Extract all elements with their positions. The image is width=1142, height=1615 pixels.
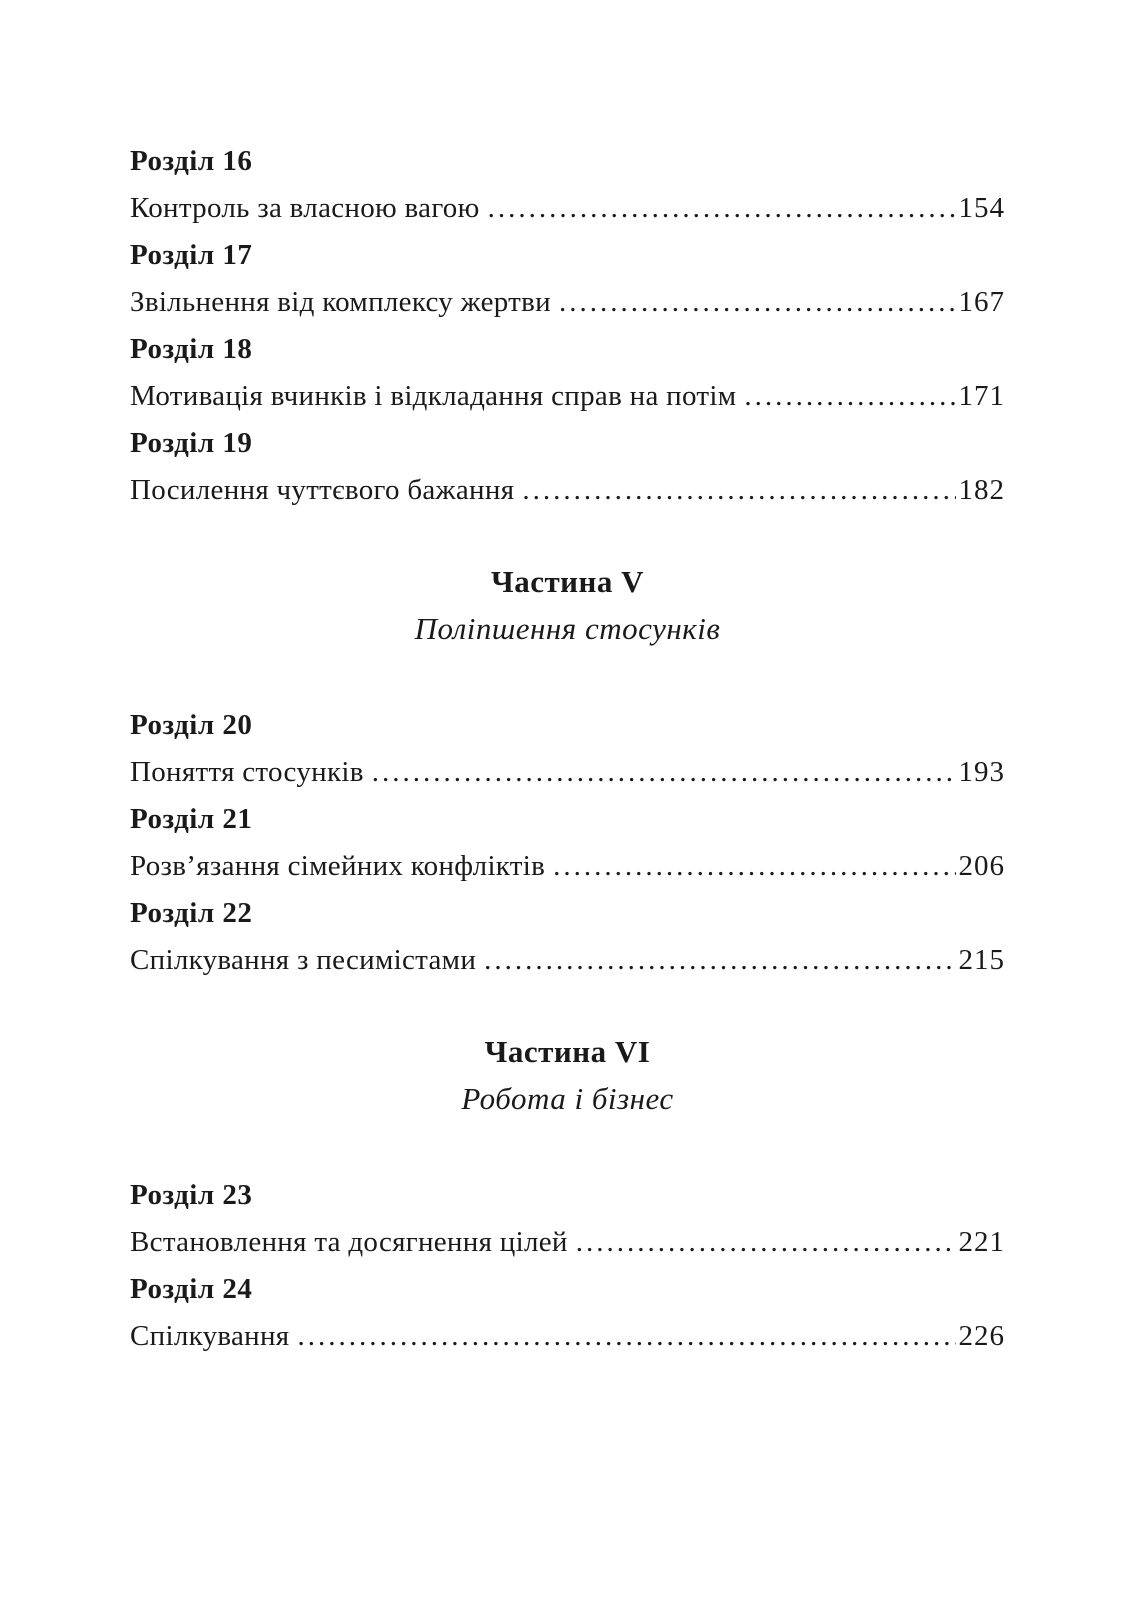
part-heading <box>130 558 1005 652</box>
chapter-label: Розділ 19 <box>130 427 253 459</box>
chapter-label: Розділ 24 <box>130 1273 253 1305</box>
dot-leader <box>553 843 955 890</box>
dot-leader <box>744 373 955 420</box>
toc-entry <box>130 326 1005 420</box>
toc-entry <box>130 796 1005 890</box>
part-subtitle: Робота і бізнес <box>461 1081 674 1116</box>
dot-leader <box>522 467 955 514</box>
part-title: Частина V <box>490 564 645 599</box>
chapter-line <box>130 1219 1005 1266</box>
dot-leader <box>372 749 956 796</box>
chapter-title: Контроль за власною вагою <box>130 192 480 224</box>
chapter-line <box>130 749 1005 796</box>
chapter-line <box>130 467 1005 514</box>
chapter-label: Розділ 22 <box>130 897 253 929</box>
chapter-label: Розділ 23 <box>130 1179 253 1211</box>
page-number: 193 <box>958 756 1005 788</box>
part-title: Частина VI <box>484 1034 651 1069</box>
chapter-title: Посилення чуттєвого бажання <box>130 474 515 506</box>
dot-leader <box>576 1219 956 1266</box>
toc-entry <box>130 702 1005 796</box>
chapter-title: Спілкування з песимістами <box>130 944 477 976</box>
chapter-line <box>130 279 1005 326</box>
chapter-line <box>130 937 1005 984</box>
chapter-title: Встановлення та досягнення цілей <box>130 1226 568 1258</box>
page-number: 167 <box>958 286 1005 318</box>
toc-entry <box>130 232 1005 326</box>
page-number: 182 <box>958 474 1005 506</box>
dot-leader <box>484 937 955 984</box>
chapter-title: Спілкування <box>130 1320 290 1352</box>
chapter-title: Мотивація вчинків і відкладання справ на потім <box>130 380 737 412</box>
toc-entry <box>130 1266 1005 1360</box>
dot-leader <box>559 279 956 326</box>
chapter-label: Розділ 20 <box>130 709 253 741</box>
part-heading <box>130 1028 1005 1122</box>
chapter-line <box>130 185 1005 232</box>
chapter-line <box>130 843 1005 890</box>
toc-entry <box>130 890 1005 984</box>
chapter-title: Поняття стосунків <box>130 756 364 788</box>
dot-leader <box>488 185 956 232</box>
chapter-label: Розділ 21 <box>130 803 253 835</box>
toc-entry <box>130 420 1005 514</box>
chapter-title: Розв’язання сімейних конфліктів <box>130 850 546 882</box>
page-number: 221 <box>958 1226 1005 1258</box>
chapter-title: Звільнення від комплексу жертви <box>130 286 551 318</box>
page-number: 154 <box>958 192 1005 224</box>
part-subtitle: Поліпшення стосунків <box>414 611 721 646</box>
page-number: 226 <box>958 1320 1005 1352</box>
chapter-label: Розділ 18 <box>130 333 253 365</box>
chapter-line <box>130 1313 1005 1360</box>
chapter-label: Розділ 16 <box>130 145 253 177</box>
chapter-line <box>130 373 1005 420</box>
toc-entry <box>130 1172 1005 1266</box>
dot-leader <box>297 1313 955 1360</box>
page-number: 171 <box>958 380 1005 412</box>
page-number: 206 <box>958 850 1005 882</box>
chapter-label: Розділ 17 <box>130 239 253 271</box>
toc-entry <box>130 138 1005 232</box>
page-number: 215 <box>958 944 1005 976</box>
